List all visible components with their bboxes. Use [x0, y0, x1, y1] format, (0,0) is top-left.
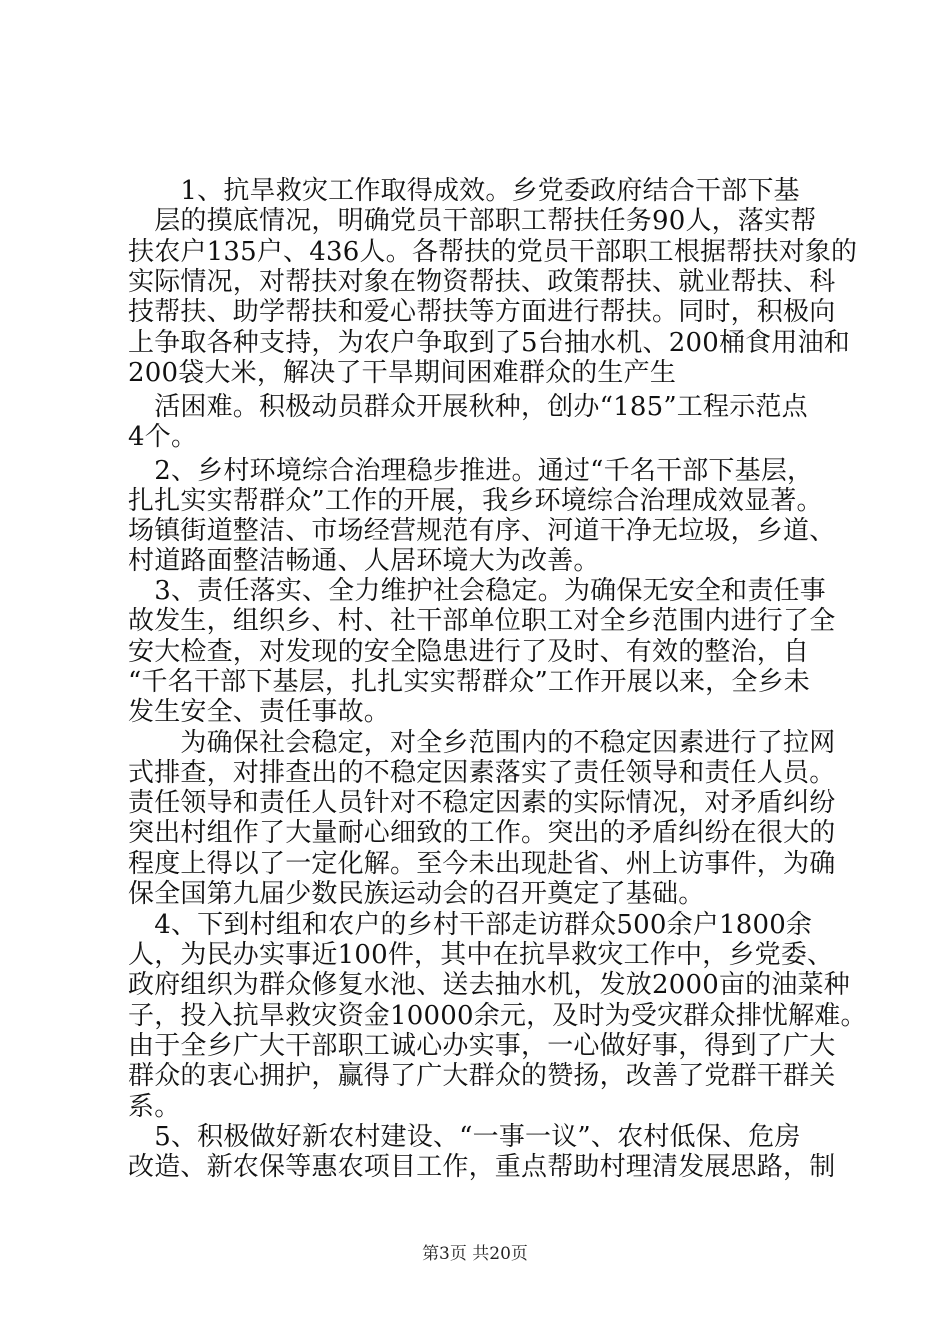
paragraph-line: 突出村组作了大量耐心细致的工作。突出的矛盾纠纷在很大的: [128, 818, 836, 848]
paragraph-line: 5、积极做好新农村建设、“一事一议”、农村低保、危房: [128, 1122, 801, 1152]
paragraph-line: 故发生，组织乡、村、社干部单位职工对全乡范围内进行了全: [128, 606, 836, 636]
paragraph-line: 3、责任落实、全力维护社会稳定。为确保无安全和责任事: [128, 576, 826, 606]
paragraph-line: 由于全乡广大干部职工诚心办实事，一心做好事，得到了广大: [128, 1031, 836, 1061]
paragraph-line: 技帮扶、助学帮扶和爱心帮扶等方面进行帮扶。同时，积极向: [128, 297, 836, 327]
paragraph-line: 群众的衷心拥护，赢得了广大群众的赞扬，改善了党群干群关: [128, 1061, 836, 1091]
paragraph-line: 层的摸底情况，明确党员干部职工帮扶任务90人，落实帮: [128, 206, 817, 236]
page-footer: 第3页 共20页: [422, 1244, 528, 1264]
paragraph-line: 2、乡村环境综合治理稳步推进。通过“千名干部下基层，: [128, 456, 814, 486]
paragraph-line: 4个。: [128, 422, 198, 452]
paragraph-line: 上争取各种支持，为农户争取到了5台抽水机、200桶食用油和: [128, 328, 850, 358]
paragraph-line: 人，为民办实事近100件，其中在抗旱救灾工作中，乡党委、: [128, 940, 834, 970]
paragraph-line: 1、抗旱救灾工作取得成效。乡党委政府结合干部下基: [128, 176, 800, 206]
paragraph-line: 式排查，对排查出的不稳定因素落实了责任领导和责任人员。: [128, 758, 836, 788]
paragraph-line: 系。: [128, 1092, 181, 1122]
paragraph-line: 改造、新农保等惠农项目工作，重点帮助村理清发展思路，制: [128, 1152, 836, 1182]
paragraph-line: 发生安全、责任事故。: [128, 697, 391, 727]
paragraph-line: 安大检查，对发现的安全隐患进行了及时、有效的整治，自: [128, 637, 810, 667]
paragraph-line: 实际情况，对帮扶对象在物资帮扶、政策帮扶、就业帮扶、科: [128, 267, 836, 297]
paragraph-line: 责任领导和责任人员针对不稳定因素的实际情况，对矛盾纠纷: [128, 788, 836, 818]
paragraph-line: 保全国第九届少数民族运动会的召开奠定了基础。: [128, 879, 705, 909]
paragraph-line: 程度上得以了一定化解。至今未出现赴省、州上访事件，为确: [128, 849, 836, 879]
paragraph-line: “千名干部下基层，扎扎实实帮群众”工作开展以来，全乡未: [128, 667, 810, 697]
paragraph-line: 子，投入抗旱救灾资金10000余元，及时为受灾群众排忧解难。: [128, 1001, 867, 1031]
paragraph-line: 场镇街道整洁、市场经营规范有序、河道干净无垃圾，乡道、: [128, 516, 836, 546]
paragraph-line: 扎扎实实帮群众”工作的开展，我乡环境综合治理成效显著。: [128, 486, 823, 516]
paragraph-line: 政府组织为群众修复水池、送去抽水机，发放2000亩的油菜种: [128, 970, 850, 1000]
paragraph-line: 村道路面整洁畅通、人居环境大为改善。: [128, 546, 600, 576]
paragraph-line: 4、下到村组和农户的乡村干部走访群众500余户1800余: [128, 910, 813, 940]
paragraph-line: 200袋大米，解决了干旱期间困难群众的生产生: [128, 358, 677, 388]
paragraph-line: 扶农户135户、436人。各帮扶的党员干部职工根据帮扶对象的: [128, 237, 858, 267]
paragraph-line: 活困难。积极动员群众开展秋种，创办“185”工程示范点: [128, 392, 808, 422]
paragraph-line: 为确保社会稳定，对全乡范围内的不稳定因素进行了拉网: [128, 728, 836, 758]
